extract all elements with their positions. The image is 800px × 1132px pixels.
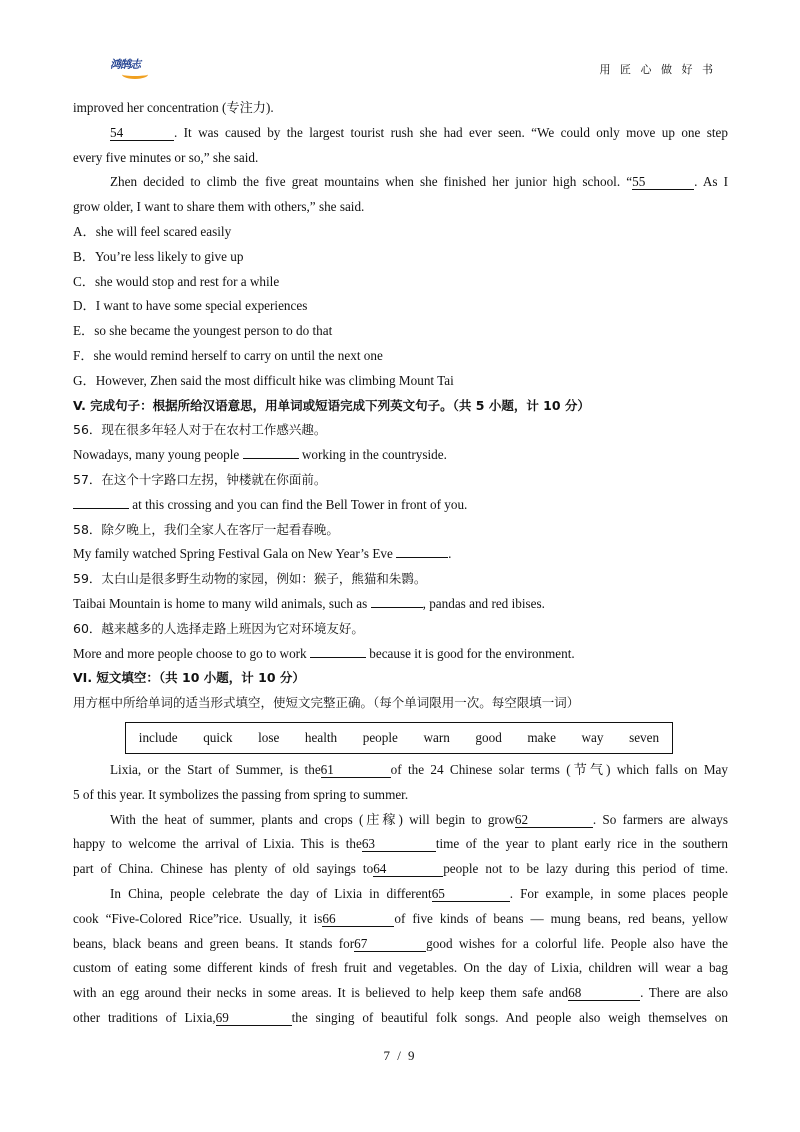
answer-blank-59[interactable] <box>371 607 423 608</box>
option-e: E．so she became the youngest person to do that <box>73 323 333 339</box>
logo-swoosh-icon <box>122 70 148 79</box>
passage-line: grow older, I want to share them with others,” she said. <box>73 199 365 215</box>
word-bank-item: make <box>527 729 556 745</box>
question-60-chinese: 60．越来越多的人选择走路上班因为它对环境友好。 <box>73 620 364 636</box>
word-bank-item: good <box>475 729 502 745</box>
option-c: C．she would stop and rest for a while <box>73 273 280 289</box>
word-bank-item: way <box>581 729 604 745</box>
passage-line: part of China. Chinese has plenty of old sayings to64 people not to be lazy during this period of time. <box>73 861 728 877</box>
option-a: A．she will feel scared easily <box>73 223 232 239</box>
passage-line: Zhen decided to climb the five great mountains when she finished her junior high school. “55 . As I <box>110 174 728 190</box>
section-vi-instruction: 用方框中所给单词的适当形式填空，使短文完整正确。（每个单词限用一次。每空限填一词） <box>73 695 580 711</box>
passage-line: every five minutes or so,” she said. <box>73 149 259 165</box>
section-v-heading: V. 完成句子：根据所给汉语意思，用单词或短语完成下列英文句子。（共 5 小题，计 10 分） <box>73 397 590 413</box>
publisher-logo <box>110 56 154 78</box>
question-57: at this crossing and you can find the Bell Tower in front of you. <box>73 493 728 518</box>
word-bank-item: people <box>362 729 398 745</box>
answer-blank-66[interactable]: 66 <box>322 911 394 927</box>
question-59: Taibai Mountain is home to many wild animals, such as , pandas and red ibises. <box>73 595 545 611</box>
question-58-chinese: 58．除夕晚上，我们全家人在客厅一起看春晚。 <box>73 521 339 537</box>
question-58: My family watched Spring Festival Gala on New Year’s Eve . <box>73 546 452 562</box>
passage-line: With the heat of summer, plants and crops (庄稼) will begin to grow62 . So farmers are always <box>110 811 728 827</box>
answer-blank-57[interactable] <box>73 508 129 509</box>
word-bank-box <box>125 722 673 754</box>
answer-blank-65[interactable]: 65 <box>432 886 510 902</box>
passage-line: cook “Five-Colored Rice”rice. Usually, it is66 of five kinds of beans — mung beans, red beans, yellow <box>73 910 728 926</box>
answer-blank-64[interactable]: 64 <box>373 861 443 877</box>
passage-line: 5 of this year. It symbolizes the passing from spring to summer. <box>73 786 409 802</box>
answer-blank-54[interactable]: 54 <box>110 125 174 141</box>
passage-line: In China, people celebrate the day of Lixia in different65 . For example, in some places people <box>110 885 728 901</box>
answer-blank-56[interactable] <box>243 458 299 459</box>
option-b: B．You’re less likely to give up <box>73 248 244 264</box>
option-g: G．However, Zhen said the most difficult hike was climbing Mount Tai <box>73 372 454 388</box>
passage-line: improved her concentration (专注力). <box>73 100 274 115</box>
answer-blank-69[interactable]: 69 <box>216 1010 292 1026</box>
word-bank-item: include <box>138 729 178 745</box>
answer-blank-67[interactable]: 67 <box>354 936 426 952</box>
passage-line: other traditions of Lixia,69 the singing of beautiful folk songs. And people also weigh themselves on <box>73 1009 728 1025</box>
question-59-chinese: 59．太白山是很多野生动物的家园，例如：猴子，熊猫和朱鹮。 <box>73 571 427 587</box>
section-vi-heading: VI. 短文填空：（共 10 小题，计 10 分） <box>73 670 305 686</box>
passage-line: 54 . It was caused by the largest tourist rush she had ever seen. “We could only move up one step <box>110 124 728 140</box>
answer-blank-55[interactable]: 55 <box>632 174 694 190</box>
question-56: Nowadays, many young people working in the countryside. <box>73 447 447 463</box>
word-bank-item: seven <box>629 729 660 745</box>
answer-blank-60[interactable] <box>310 657 366 658</box>
header-slogan: 用 匠 心 做 好 书 <box>599 63 716 76</box>
word-bank-item: health <box>304 729 338 745</box>
passage-line: happy to welcome the arrival of Lixia. This is the63 time of the year to plant early rice in the southern <box>73 836 728 852</box>
passage-line: custom of eating some different kinds of fresh fruit and vegetables. On the day of Lixia, children will wear a bag <box>73 960 728 976</box>
answer-blank-58[interactable] <box>396 557 448 558</box>
page-content <box>73 96 728 1031</box>
passage-line: beans, black beans and green beans. It stands for67 good wishes for a colorful life. People also have the <box>73 935 728 951</box>
page-number: 7 / 9 <box>383 1048 417 1063</box>
answer-blank-62[interactable]: 62 <box>515 812 593 828</box>
logo-text: 鸿鹄志 <box>110 58 140 71</box>
word-bank-item: warn <box>423 729 450 745</box>
question-57-chinese: 57．在这个十字路口左拐，钟楼就在你面前。 <box>73 471 327 487</box>
answer-blank-68[interactable]: 68 <box>568 985 640 1001</box>
option-f: F．she would remind herself to carry on until the next one <box>73 347 383 363</box>
passage-line: Lixia, or the Start of Summer, is the61 of the 24 Chinese solar terms (节气) which falls on May <box>110 761 728 777</box>
answer-blank-61[interactable]: 61 <box>321 762 391 778</box>
option-d: D．I want to have some special experiences <box>73 298 308 314</box>
question-56-chinese: 56．现在很多年轻人对于在农村工作感兴趣。 <box>73 422 327 438</box>
word-bank-item: lose <box>258 729 280 745</box>
question-60: More and more people choose to go to work because it is good for the environment. <box>73 645 575 661</box>
passage-line: with an egg around their necks in some areas. It is believed to help keep them safe and68 . There are also <box>73 985 728 1001</box>
word-bank-item: quick <box>203 729 233 745</box>
answer-blank-63[interactable]: 63 <box>362 836 436 852</box>
